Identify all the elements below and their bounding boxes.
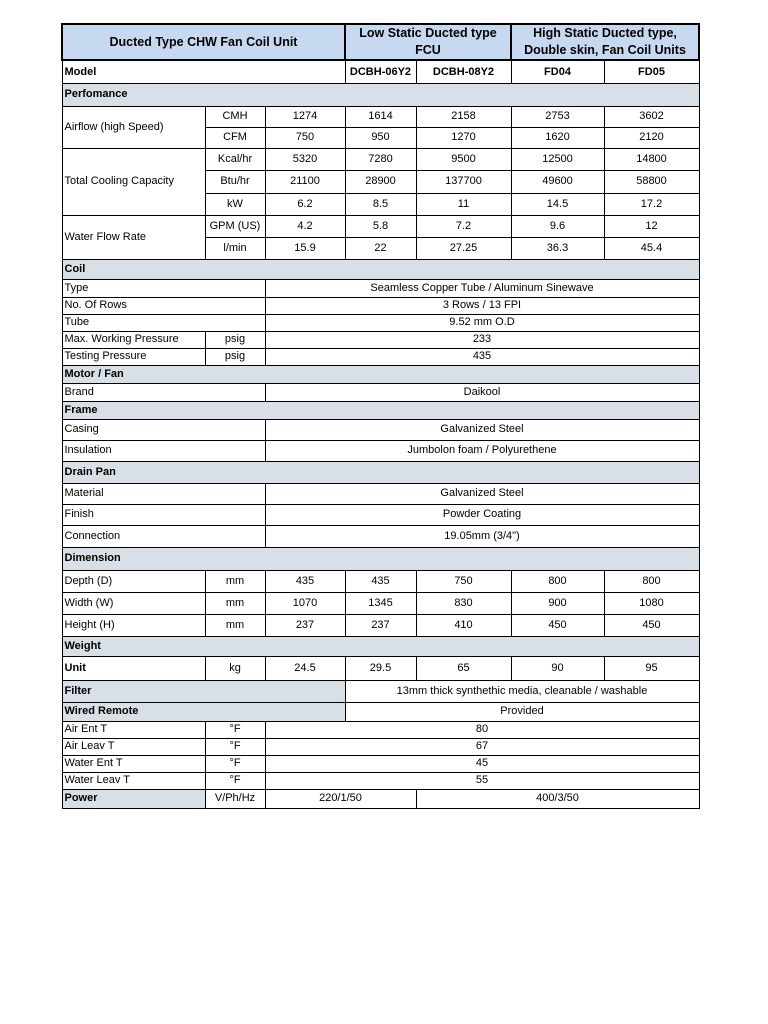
value-cell: 3602: [604, 106, 699, 127]
value-cell: 800: [511, 570, 604, 592]
unit-cell: V/Ph/Hz: [205, 789, 265, 808]
value-cell: 435: [265, 570, 345, 592]
value-cell: 750: [265, 127, 345, 148]
value-cell: 45.4: [604, 237, 699, 259]
section-header: [62, 365, 699, 383]
value-cell: 9500: [416, 148, 511, 170]
value-cell: 237: [345, 614, 416, 636]
row-label: Material: [62, 483, 265, 504]
table-row: [62, 106, 699, 127]
row-label: Height (H): [62, 614, 205, 636]
row-label: Max. Working Pressure: [62, 331, 205, 348]
row-label: Water Ent T: [62, 755, 205, 772]
spec-table: [61, 23, 700, 809]
value-cell: 450: [604, 614, 699, 636]
value-cell: 7280: [345, 148, 416, 170]
value-cell: 5.8: [345, 215, 416, 237]
value-cell: Galvanized Steel: [265, 419, 699, 440]
value-cell: 750: [416, 570, 511, 592]
value-cell: 11: [416, 193, 511, 215]
value-cell: 435: [345, 570, 416, 592]
value-cell: 2120: [604, 127, 699, 148]
row-label: Finish: [62, 504, 265, 525]
unit-cell: mm: [205, 614, 265, 636]
table-row: [62, 279, 699, 297]
value-cell: 3 Rows / 13 FPI: [265, 297, 699, 314]
section-header: [62, 259, 699, 279]
section-frame: Frame: [62, 401, 699, 419]
value-cell: Jumbolon foam / Polyurethene: [265, 440, 699, 461]
table-row: [62, 148, 699, 170]
model-label: Model: [62, 60, 345, 83]
model-row: [62, 60, 699, 83]
value-cell: 55: [265, 772, 699, 789]
model-cell: DCBH-06Y2: [345, 60, 416, 83]
water-flow-label: Water Flow Rate: [62, 215, 205, 259]
table-row: [62, 504, 699, 525]
value-cell: 410: [416, 614, 511, 636]
value-cell: 1345: [345, 592, 416, 614]
row-label: Tube: [62, 314, 265, 331]
value-cell: 12: [604, 215, 699, 237]
header-row: [62, 24, 699, 60]
value-cell: Powder Coating: [265, 504, 699, 525]
value-cell: Seamless Copper Tube / Aluminum Sinewave: [265, 279, 699, 297]
table-row: [62, 348, 699, 365]
row-label: No. Of Rows: [62, 297, 265, 314]
unit-cell: psig: [205, 331, 265, 348]
unit-cell: psig: [205, 348, 265, 365]
power-high-static: 400/3/50: [416, 789, 699, 808]
value-cell: 19.05mm (3/4"): [265, 525, 699, 547]
power-low-static: 220/1/50: [265, 789, 416, 808]
value-cell: 4.2: [265, 215, 345, 237]
unit-cell: °F: [205, 772, 265, 789]
section-performance: Perfomance: [62, 83, 699, 106]
unit-cell: Btu/hr: [205, 170, 265, 193]
value-cell: 17.2: [604, 193, 699, 215]
table-row: [62, 789, 699, 808]
value-cell: 137700: [416, 170, 511, 193]
value-cell: 24.5: [265, 656, 345, 680]
value-cell: 8.5: [345, 193, 416, 215]
value-cell: 45: [265, 755, 699, 772]
unit-cell: kW: [205, 193, 265, 215]
value-cell: 58800: [604, 170, 699, 193]
value-cell: 1614: [345, 106, 416, 127]
unit-cell: l/min: [205, 237, 265, 259]
value-cell: 27.25: [416, 237, 511, 259]
unit-cell: kg: [205, 656, 265, 680]
row-label: Unit: [62, 656, 205, 680]
value-cell: 1620: [511, 127, 604, 148]
value-cell: Galvanized Steel: [265, 483, 699, 504]
table-row: [62, 331, 699, 348]
section-dimension: Dimension: [62, 547, 699, 570]
value-cell: 95: [604, 656, 699, 680]
unit-cell: mm: [205, 570, 265, 592]
table-row: [62, 314, 699, 331]
power-label: Power: [62, 789, 205, 808]
value-cell: 800: [604, 570, 699, 592]
section-header: [62, 461, 699, 483]
unit-cell: °F: [205, 721, 265, 738]
table-row: [62, 755, 699, 772]
unit-cell: CFM: [205, 127, 265, 148]
value-cell: 14800: [604, 148, 699, 170]
value-cell: 9.6: [511, 215, 604, 237]
value-cell: 7.2: [416, 215, 511, 237]
row-label: Air Ent T: [62, 721, 205, 738]
table-row: [62, 215, 699, 237]
wired-remote-label: Wired Remote: [62, 702, 345, 721]
filter-label: Filter: [62, 680, 345, 702]
table-row: [62, 772, 699, 789]
row-label: Width (W): [62, 592, 205, 614]
value-cell: 1270: [416, 127, 511, 148]
value-cell: 49600: [511, 170, 604, 193]
value-cell: 28900: [345, 170, 416, 193]
model-cell: FD04: [511, 60, 604, 83]
value-cell: 22: [345, 237, 416, 259]
value-cell: 21100: [265, 170, 345, 193]
table-row: [62, 297, 699, 314]
value-cell: 67: [265, 738, 699, 755]
value-cell: 900: [511, 592, 604, 614]
table-title: Ducted Type CHW Fan Coil Unit: [62, 24, 345, 60]
row-label: Casing: [62, 419, 265, 440]
unit-cell: mm: [205, 592, 265, 614]
unit-cell: °F: [205, 755, 265, 772]
section-drain-pan: Drain Pan: [62, 461, 699, 483]
table-row: [62, 570, 699, 592]
value-cell: 2753: [511, 106, 604, 127]
filter-value: 13mm thick synthethic media, cleanable / washable: [345, 680, 699, 702]
model-cell: FD05: [604, 60, 699, 83]
row-label: Connection: [62, 525, 265, 547]
table-row: [62, 656, 699, 680]
section-header: [62, 401, 699, 419]
table-row: [62, 702, 699, 721]
cooling-label: Total Cooling Capacity: [62, 148, 205, 215]
table-row: [62, 592, 699, 614]
value-cell: 15.9: [265, 237, 345, 259]
value-cell: 1080: [604, 592, 699, 614]
value-cell: 29.5: [345, 656, 416, 680]
value-cell: 1274: [265, 106, 345, 127]
section-coil: Coil: [62, 259, 699, 279]
value-cell: 90: [511, 656, 604, 680]
value-cell: 65: [416, 656, 511, 680]
wired-remote-value: Provided: [345, 702, 699, 721]
row-label: Depth (D): [62, 570, 205, 592]
section-header: [62, 83, 699, 106]
value-cell: 5320: [265, 148, 345, 170]
value-cell: 9.52 mm O.D: [265, 314, 699, 331]
unit-cell: Kcal/hr: [205, 148, 265, 170]
unit-cell: GPM (US): [205, 215, 265, 237]
table-row: [62, 525, 699, 547]
section-weight: Weight: [62, 636, 699, 656]
row-label: Brand: [62, 383, 265, 401]
value-cell: 237: [265, 614, 345, 636]
table-row: [62, 738, 699, 755]
value-cell: 830: [416, 592, 511, 614]
value-cell: 2158: [416, 106, 511, 127]
table-row: [62, 419, 699, 440]
value-cell: 1070: [265, 592, 345, 614]
model-cell: DCBH-08Y2: [416, 60, 511, 83]
value-cell: 80: [265, 721, 699, 738]
row-label: Testing Pressure: [62, 348, 205, 365]
unit-cell: CMH: [205, 106, 265, 127]
section-header: [62, 636, 699, 656]
row-label: Water Leav T: [62, 772, 205, 789]
value-cell: Daikool: [265, 383, 699, 401]
section-motor: Motor / Fan: [62, 365, 699, 383]
section-header: [62, 547, 699, 570]
value-cell: 12500: [511, 148, 604, 170]
value-cell: 950: [345, 127, 416, 148]
value-cell: 435: [265, 348, 699, 365]
table-row: [62, 383, 699, 401]
value-cell: 14.5: [511, 193, 604, 215]
value-cell: 6.2: [265, 193, 345, 215]
unit-cell: °F: [205, 738, 265, 755]
airflow-label: Airflow (high Speed): [62, 106, 205, 148]
value-cell: 36.3: [511, 237, 604, 259]
row-label: Type: [62, 279, 265, 297]
row-label: Insulation: [62, 440, 265, 461]
table-row: [62, 440, 699, 461]
high-static-header: High Static Ducted type, Double skin, Fan Coil Units: [511, 24, 699, 60]
table-row: [62, 483, 699, 504]
table-row: [62, 614, 699, 636]
low-static-header: Low Static Ducted type FCU: [345, 24, 511, 60]
table-row: [62, 680, 699, 702]
value-cell: 233: [265, 331, 699, 348]
value-cell: 450: [511, 614, 604, 636]
table-row: [62, 721, 699, 738]
row-label: Air Leav T: [62, 738, 205, 755]
